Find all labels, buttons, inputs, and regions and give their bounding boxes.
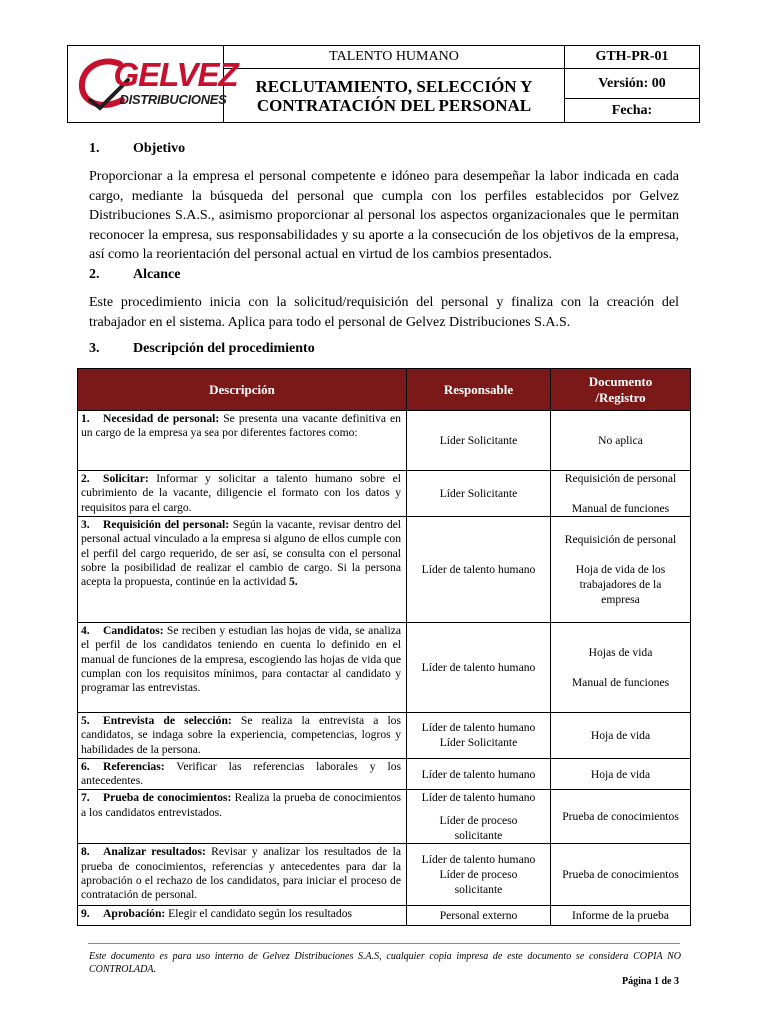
logo-name: GELVEZ <box>113 56 238 93</box>
document-entry: Requisición de personal <box>564 472 677 485</box>
step-title: Requisición del personal: <box>103 518 230 531</box>
step-description <box>78 758 407 790</box>
step-responsible <box>407 411 551 471</box>
column-header-description: Descripción <box>78 369 407 411</box>
step-document <box>551 713 691 759</box>
step-description <box>78 713 407 759</box>
step-document <box>551 471 691 517</box>
step-text: Revisar y analizar los resultados de la prueba de conocimientos, referencias y antecedentes para dar la aprobación o el rechazo de los candidatos, para iniciar el proceso de contratación de personal. <box>81 845 401 902</box>
document-entry: No aplica <box>598 434 643 447</box>
responsible-entry: Líder Solicitante <box>439 736 518 750</box>
step-description <box>78 411 407 471</box>
step-text: Elegir el candidato según los resultados <box>165 907 353 921</box>
step-number: 2. <box>81 472 90 485</box>
responsible-entry: Líder de talento humano <box>421 767 536 781</box>
step-document <box>551 844 691 906</box>
page-number: Página 1 de 3 <box>622 976 679 987</box>
responsible-entry: Líder de proceso solicitante <box>439 814 518 843</box>
document-header-text: Documento /Registro <box>588 373 653 405</box>
responsible-entry: Líder de talento humano <box>421 721 536 735</box>
step-reference: 5. <box>288 575 298 589</box>
step-number: 8. <box>81 845 90 859</box>
step-document <box>551 758 691 790</box>
document-title <box>224 69 565 123</box>
table-row <box>78 471 691 517</box>
table-row <box>78 713 691 759</box>
step-responsible <box>407 517 551 623</box>
document-entry: Prueba de conocimientos <box>562 810 679 824</box>
step-description <box>78 906 407 926</box>
step-title: Solicitar: <box>103 472 149 485</box>
section-number: 1. <box>89 141 100 156</box>
step-description <box>78 517 407 623</box>
step-responsible <box>407 906 551 926</box>
step-number: 9. <box>81 907 90 921</box>
step-responsible <box>407 623 551 713</box>
step-number: 6. <box>81 759 90 773</box>
step-text: Realiza la prueba de conocimientos a los candidatos entrevistados. <box>81 791 401 819</box>
document-entry: Hoja de vida de los trabajadores de la empresa <box>575 563 666 606</box>
responsible-entry: Personal externo <box>439 909 518 923</box>
step-responsible <box>407 713 551 759</box>
logo-subtitle: DISTRIBUCIONES <box>119 92 227 107</box>
document-entry: Informe de la prueba <box>572 909 669 923</box>
objetivo-paragraph: Proporcionar a la empresa el personal competente e idóneo para desempeñar la labor indicada en cada cargo, mediante la búsqueda del personal que cumpla con los perfiles establecidos por Gelvez Distribuciones S.A.S., asimismo proporcionar al personal los aspectos organizacionales que le permitan reconocer la empresa, sus responsabilidades y su aporte a la consecución de los objetivos de la empresa, así como la reorientación del personal actual en virtud de los cambios presentados. <box>89 169 679 262</box>
title-line-2: CONTRATACIÓN DEL PERSONAL <box>256 95 532 115</box>
step-responsible <box>407 471 551 517</box>
step-title: Necesidad de personal: <box>103 412 220 425</box>
table-row <box>78 623 691 713</box>
table-row <box>78 411 691 471</box>
step-text: Se reciben y estudian las hojas de vida, se analiza el perfil de los candidatos teniendo en cuenta lo definido en el manual de funciones de la empresa, escogiendo las hojas de vida que cumplan con los requisitos mínimos, para contactar al candidato y programar las entrevistas. <box>81 624 402 695</box>
section-title: Descripción del procedimiento <box>133 341 315 356</box>
step-document <box>551 623 691 713</box>
step-title: Candidatos: <box>103 624 164 637</box>
responsible-entry: Líder Solicitante <box>439 434 518 447</box>
title-line-1: RECLUTAMIENTO, SELECCIÓN Y <box>255 76 533 96</box>
section-objetivo <box>89 141 185 157</box>
step-text: Se realiza la entrevista a los candidatos, se indaga sobre la experiencia, competencias, logros y habilidades de la persona. <box>81 714 401 756</box>
step-number: 7. <box>81 791 90 805</box>
document-entry: Manual de funciones <box>571 502 670 515</box>
header-area: TALENTO HUMANO <box>224 46 565 69</box>
step-description <box>78 790 407 844</box>
step-document <box>551 790 691 844</box>
footer-divider <box>88 943 680 944</box>
procedure-table <box>77 368 691 926</box>
section-title: Alcance <box>133 267 181 282</box>
table-header-row <box>78 369 691 411</box>
alcance-paragraph: Este procedimiento inicia con la solicitud/requisición del personal y finaliza con la creación del trabajador en el sistema. Aplica para todo el personal de Gelvez Distribuciones S.A.S. <box>89 295 679 330</box>
document-entry: Hojas de vida <box>588 646 653 659</box>
document-header <box>67 45 700 123</box>
document-date: Fecha: <box>565 99 700 123</box>
section-number: 3. <box>89 341 100 356</box>
section-title: Objetivo <box>133 141 186 156</box>
document-code: GTH-PR-01 <box>565 46 700 69</box>
step-description <box>78 471 407 517</box>
table-row <box>78 517 691 623</box>
step-text: Verificar las referencias laborales y los antecedentes. <box>81 759 401 788</box>
step-responsible <box>407 758 551 790</box>
step-number: 3. <box>81 518 90 531</box>
step-text: Se presenta una vacante definitiva en un cargo de la empresa ya sea por diferentes factores como: <box>81 412 401 440</box>
section-number: 2. <box>89 267 100 282</box>
responsible-entry: Líder de talento humano <box>421 853 536 867</box>
step-responsible <box>407 844 551 906</box>
responsible-entry: Líder de talento humano <box>421 563 536 576</box>
column-header-responsible: Responsable <box>407 369 551 411</box>
table-row <box>78 844 691 906</box>
step-number: 1. <box>81 412 90 425</box>
step-title: Analizar resultados: <box>103 845 206 859</box>
document-entry: Manual de funciones <box>571 676 670 689</box>
table-row <box>78 790 691 844</box>
company-logo <box>72 48 238 120</box>
document-version: Versión: 00 <box>565 69 700 99</box>
step-document <box>551 411 691 471</box>
responsible-entry: Líder de talento humano <box>421 791 536 805</box>
document-entry: Requisición de personal <box>564 533 677 546</box>
section-alcance <box>89 267 180 283</box>
responsible-entry: Líder Solicitante <box>439 487 518 500</box>
step-document <box>551 517 691 623</box>
step-title: Prueba de conocimientos: <box>103 791 232 805</box>
step-number: 4. <box>81 624 90 637</box>
responsible-entry: Líder de proceso solicitante <box>439 868 518 897</box>
step-title: Entrevista de selección: <box>103 714 232 727</box>
step-text: Según la vacante, revisar dentro del personal actual vinculado a la empresa si alguno de ellos cumple con el perfil del cargo requerido, de ser así, se consulta con el personal sobre la posibilidad de realizar el cambio de cargo. Si la persona acepta la propuesta, continúe en la actividad <box>81 518 401 589</box>
footer-note: Este documento es para uso interno de Gelvez Distribuciones S.A.S, cualquier copia impresa de este documento se considera COPIA NO CONTROLADA. <box>89 951 681 975</box>
table-row <box>78 758 691 790</box>
document-entry: Hoja de vida <box>590 767 651 781</box>
logo-cell <box>68 46 238 123</box>
step-document <box>551 906 691 926</box>
document-entry: Hoja de vida <box>590 728 651 742</box>
step-description <box>78 844 407 906</box>
table-row <box>78 906 691 926</box>
section-descripcion <box>89 341 315 357</box>
step-description <box>78 623 407 713</box>
step-responsible <box>407 790 551 844</box>
document-entry: Prueba de conocimientos <box>562 868 679 882</box>
responsible-entry: Líder de talento humano <box>421 661 536 674</box>
step-title: Referencias: <box>103 759 165 773</box>
step-title: Aprobación: <box>103 907 166 921</box>
column-header-document <box>551 369 691 411</box>
step-text: Informar y solicitar a talento humano sobre el cubrimiento de la vacante, diligencie el formato con los datos y requisitos para el cargo. <box>81 472 401 514</box>
step-number: 5. <box>81 714 90 727</box>
